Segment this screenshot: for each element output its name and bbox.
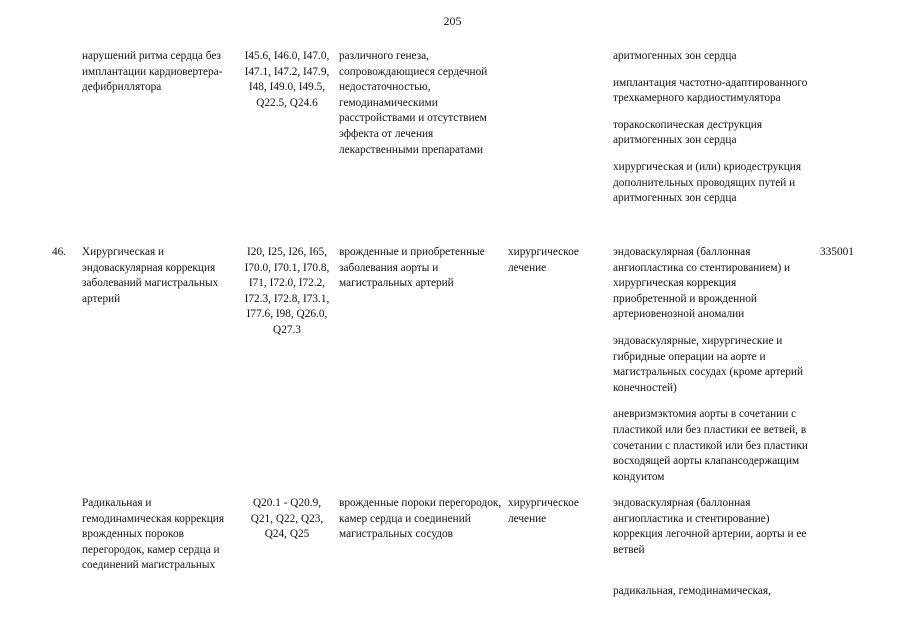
method-item: эндоваскулярные, хирургические и гибридные операции на аорте и магистральных сосудах (кроме артерий конечностей) [613,334,804,394]
treatment-type: хирургическое лечение [508,497,579,525]
procedure-name: Хирургическая и эндоваскулярная коррекция заболеваний магистральных артерий [82,246,219,305]
treatment-type: хирургическое лечение [508,246,579,274]
disease-model: различного генеза, сопровождающиеся сердечной недостаточностью, гемодинамическими расстройствами и отсутствием эффекта от лечения лекарственными препаратами [339,50,488,156]
icd-codes: Q20.1 - Q20.9, Q21, Q22, Q23, Q24, Q25 [250,497,324,541]
row-number: 46. [52,246,67,258]
method-item: хирургическая и (или) криодеструкция дополнительных проводящих путей и аритмогенных зон сердца [613,160,802,205]
method-item: аневризмэктомия аорты в сочетании с пластикой или без пластики ее ветвей, в сочетании с пластикой или без пластики восходящей аорты клапансодержащим кондуитом [613,408,808,483]
treatment-methods [613,49,809,218]
procedures-table [50,49,880,636]
icd-codes: I20, I25, I26, I65, I70.0, I70.1, I70.8, I71, I72.0, I72.2, I72.3, I72.8, I73.1, I77.6, I98, Q26.0, Q27.3 [244,246,330,336]
table-row [50,49,880,245]
method-item: аритмогенных зон сердца [613,50,737,62]
method-item: радикальная, гемодинамическая, [613,585,771,598]
standard-cost: 335001 [820,246,854,258]
method-item: имплантация частотно-адаптированного трехкамерного кардиостимулятора [613,76,808,105]
icd-codes: I45.6, I46.0, I47.0, I47.1, I47.2, I47.9, I48, I49.0, I49.5, Q22.5, Q24.6 [244,50,330,109]
method-item: эндоваскулярная (баллонная ангиопластика со стентированием) и хирургическая коррекция приобретенной и врожденной артериовенозной аномалии [613,246,791,321]
procedure-name: нарушений ритма сердца без имплантации кардиовертера-дефибриллятора [82,50,223,94]
procedure-name: Радикальная и гемодинамическая коррекция врожденных пороков перегородок, камер сердца и соединений магистральных [82,497,225,572]
method-item: эндоваскулярная (баллонная ангиопластика и стентирование) коррекция легочной артерии, аорты и ее ветвей [613,497,807,556]
table-row [50,496,880,636]
table-row [50,245,880,496]
method-item: торакоскопическая деструкция аритмогенных зон сердца [613,118,763,147]
page-number: 205 [443,14,462,28]
disease-model: врожденные и приобретенные заболевания аорты и магистральных артерий [339,246,485,290]
treatment-methods [613,496,809,611]
treatment-methods [613,245,809,496]
disease-model: врожденные пороки перегородок, камер сердца и соединений магистральных сосудов [339,497,502,541]
